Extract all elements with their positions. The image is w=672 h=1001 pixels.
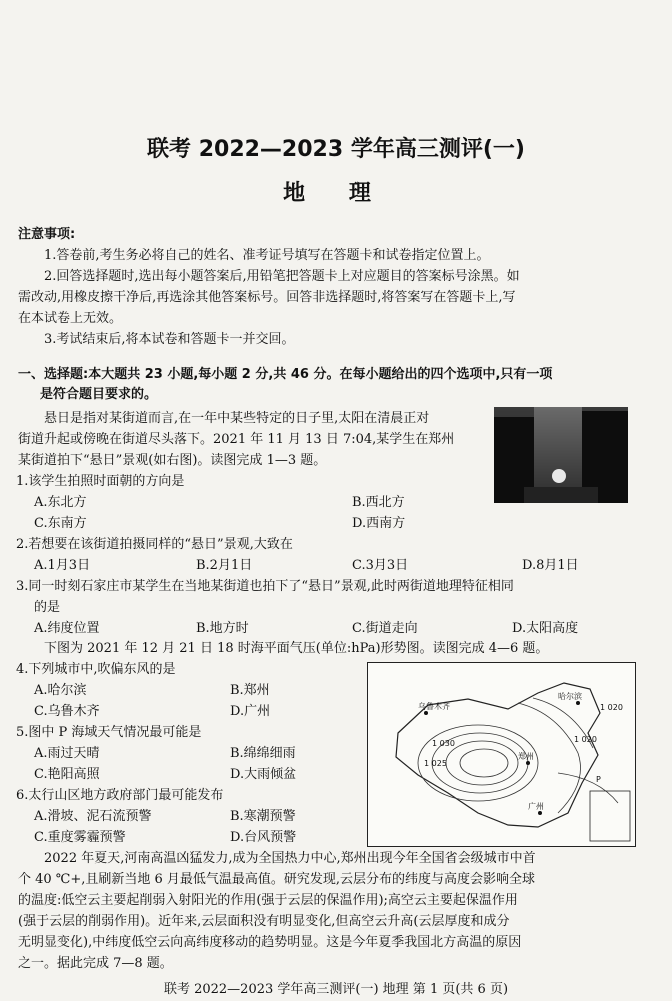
label-isobar-1020-east: 1 020 bbox=[574, 735, 597, 744]
q1-option-d[interactable]: D.西南方 bbox=[352, 516, 406, 531]
q4-option-c[interactable]: C.乌鲁木齐 bbox=[34, 704, 100, 719]
isobar-sea bbox=[558, 773, 618, 803]
passage1-line3: 某街道拍下“悬日”景观(如右图)。读图完成 1—3 题。 bbox=[18, 453, 327, 468]
section1-heading-line2: 是符合题目要求的。 bbox=[40, 387, 158, 402]
q4-option-a[interactable]: A.哈尔滨 bbox=[34, 683, 87, 698]
notice-line-2c: 在本试卷上无效。 bbox=[18, 311, 123, 326]
notice-line-1: 1.答卷前,考生务必将自己的姓名、准考证号填写在答题卡和试卷指定位置上。 bbox=[44, 248, 490, 263]
q2-option-b[interactable]: B.2月1日 bbox=[196, 558, 253, 573]
q5-option-a[interactable]: A.雨过天晴 bbox=[34, 746, 100, 761]
q1-option-b[interactable]: B.西北方 bbox=[352, 495, 405, 510]
pressure-map-svg bbox=[368, 663, 635, 846]
label-isobar-1020: 1 020 bbox=[600, 703, 623, 712]
passage1-line2: 街道升起或傍晚在街道尽头落下。2021 年 11 月 13 日 7:04,某学生在郑州 bbox=[18, 432, 455, 447]
exam-subject: 地 理 bbox=[283, 181, 389, 206]
label-harbin: 哈尔滨 bbox=[558, 692, 582, 701]
hanging-sun-photo bbox=[494, 407, 628, 503]
q6-option-c[interactable]: C.重度雾霾预警 bbox=[34, 830, 126, 845]
q1-option-a[interactable]: A.东北方 bbox=[34, 495, 87, 510]
q4-option-d[interactable]: D.广州 bbox=[230, 704, 271, 719]
q6-option-a[interactable]: A.滑坡、泥石流预警 bbox=[34, 809, 152, 824]
q5-option-c[interactable]: C.艳阳高照 bbox=[34, 767, 100, 782]
q5-option-d[interactable]: D.大雨倾盆 bbox=[230, 767, 297, 782]
q5-option-b[interactable]: B.绵绵细雨 bbox=[230, 746, 296, 761]
q6-option-b[interactable]: B.寒潮预警 bbox=[230, 809, 296, 824]
q3-stem-line1: 3.同一时刻石家庄市某学生在当地某街道也拍下了“悬日”景观,此时两街道地理特征相同 bbox=[16, 579, 514, 594]
exam-title: 联考 2022—2023 学年高三测评(一) bbox=[147, 137, 525, 162]
passage3-line5: 无明显变化),中纬度低空云向高纬度移动的趋势明显。这是今年夏季我国北方高温的原因 bbox=[18, 935, 522, 950]
notice-line-2a: 2.回答选择题时,选出每小题答案后,用铅笔把答题卡上对应题目的答案标号涂黑。如 bbox=[44, 269, 520, 284]
label-guangzhou: 广州 bbox=[528, 802, 544, 811]
isobar-3 bbox=[446, 741, 518, 785]
label-urumqi: 乌鲁木齐 bbox=[418, 702, 450, 711]
passage3-line2: 个 40 ℃+,且刷新当地 6 月最低气温最高值。研究发现,云层分布的纬度与高度会影响全球 bbox=[18, 872, 536, 887]
q3-option-a[interactable]: A.纬度位置 bbox=[34, 621, 100, 636]
sea-level-pressure-map bbox=[367, 662, 636, 847]
q3-option-b[interactable]: B.地方时 bbox=[196, 621, 249, 636]
notice-heading: 注意事项: bbox=[18, 227, 76, 242]
q2-stem: 2.若想要在该街道拍摄同样的“悬日”景观,大致在 bbox=[16, 537, 293, 552]
isobar-4 bbox=[460, 749, 508, 777]
q4-option-b[interactable]: B.郑州 bbox=[230, 683, 270, 698]
passage1-line1: 悬日是指对某街道而言,在一年中某些特定的日子里,太阳在清晨正对 bbox=[44, 411, 430, 426]
q2-option-a[interactable]: A.1月3日 bbox=[34, 558, 91, 573]
q3-option-c[interactable]: C.街道走向 bbox=[352, 621, 418, 636]
south-sea-inset bbox=[590, 791, 630, 841]
q3-stem-line2: 的是 bbox=[34, 600, 61, 615]
q6-option-d[interactable]: D.台风预警 bbox=[230, 830, 297, 845]
q6-stem: 6.太行山区地方政府部门最可能发布 bbox=[16, 788, 224, 803]
q3-option-d[interactable]: D.太阳高度 bbox=[512, 621, 579, 636]
q5-stem: 5.图中 P 海域天气情况最可能是 bbox=[16, 725, 202, 740]
notice-line-3: 3.考试结束后,将本试卷和答题卡一并交回。 bbox=[44, 332, 295, 347]
page-footer: 联考 2022—2023 学年高三测评(一) 地理 第 1 页(共 6 页) bbox=[163, 982, 509, 997]
q4-stem: 4.下列城市中,吹偏东风的是 bbox=[16, 662, 176, 677]
passage2: 下图为 2021 年 12 月 21 日 18 时海平面气压(单位:hPa)形势图。读图完成 4—6 题。 bbox=[44, 641, 549, 656]
q2-option-d[interactable]: D.8月1日 bbox=[522, 558, 579, 573]
label-isobar-1025: 1 025 bbox=[424, 759, 447, 768]
q1-option-c[interactable]: C.东南方 bbox=[34, 516, 87, 531]
passage3-line1: 2022 年夏天,河南高温凶猛发力,成为全国热力中心,郑州出现今年全国省会级城市中首 bbox=[44, 851, 536, 866]
q1-stem: 1.该学生拍照时面朝的方向是 bbox=[16, 474, 185, 489]
passage3-line6: 之一。据此完成 7—8 题。 bbox=[18, 956, 173, 971]
passage3-line3: 的温度:低空云主要起削弱入射阳光的作用(强于云层的保温作用);高空云主要起保温作用 bbox=[18, 893, 518, 908]
section1-heading-line1: 一、选择题:本大题共 23 小题,每小题 2 分,共 46 分。在每小题给出的四个选项中,只有一项 bbox=[18, 367, 553, 382]
label-p: P bbox=[596, 775, 601, 784]
label-isobar-1030: 1 030 bbox=[432, 739, 455, 748]
label-zhengzhou: 郑州 bbox=[518, 752, 534, 761]
q2-option-c[interactable]: C.3月3日 bbox=[352, 558, 409, 573]
notice-line-2b: 需改动,用橡皮擦干净后,再选涂其他答案标号。回答非选择题时,将答案写在答题卡上,写 bbox=[18, 290, 516, 305]
passage3-line4: (强于云层的削弱作用)。近年来,云层面积没有明显变化,但高空云升高(云层厚度和成分 bbox=[18, 914, 510, 929]
